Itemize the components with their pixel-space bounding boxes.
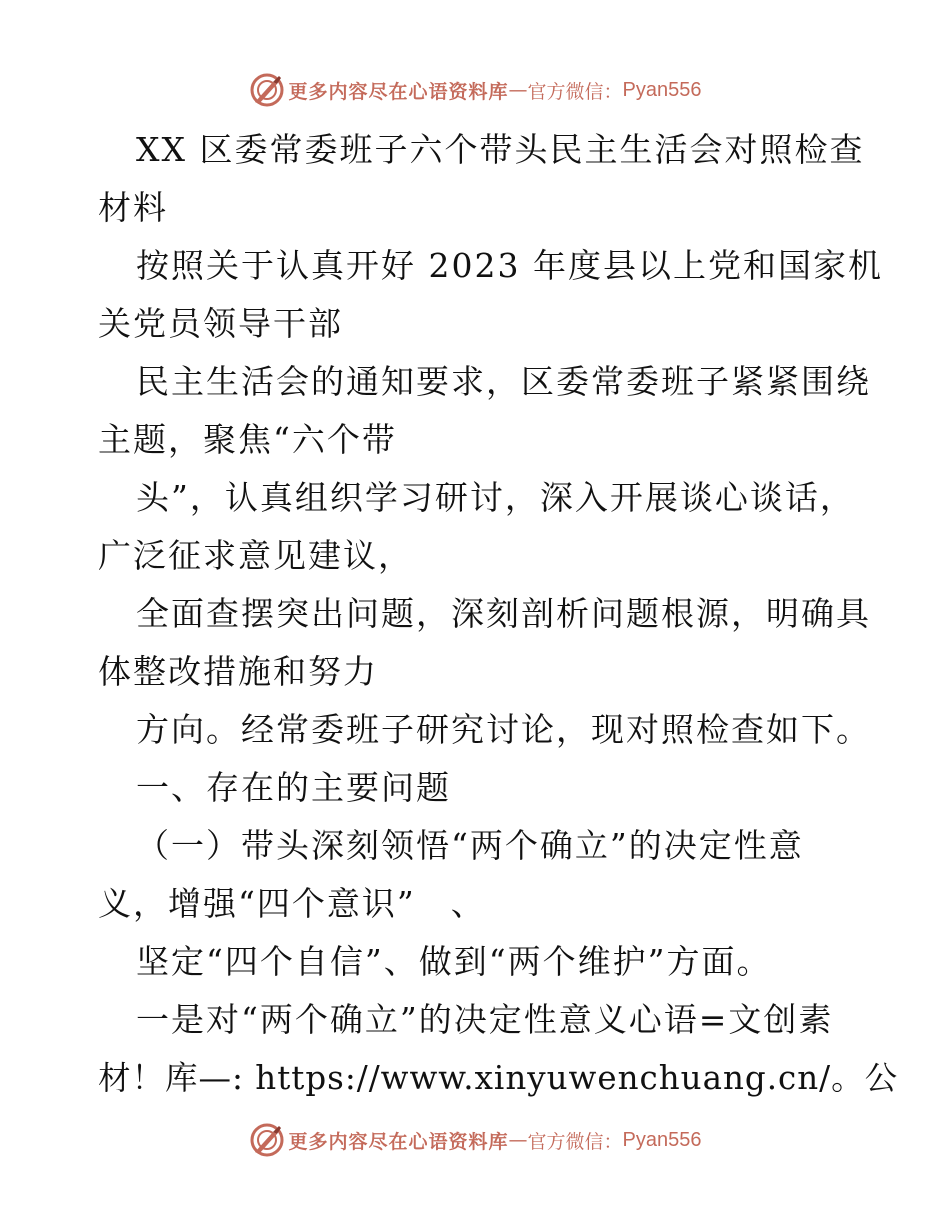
- title-line-1: XX 区委常委班子六个带头民主生活会对照检查: [136, 130, 865, 169]
- header-banner: [0, 70, 950, 110]
- banner-wechat-id: Pyan556: [622, 1128, 702, 1151]
- section-heading: 一、存在的主要问题: [136, 768, 451, 807]
- banner-brand-text: 更多内容尽在心语资料库: [288, 80, 509, 103]
- paragraph-line: 义，增强“四个意识” 、: [98, 884, 486, 923]
- paragraph-line: 坚定“四个自信”、做到“两个维护”方面。: [136, 942, 772, 981]
- paragraph-line: 全面查摆突出问题，深刻剖析问题根源，明确具: [136, 594, 871, 633]
- banner-brand-text: 更多内容尽在心语资料库: [288, 1130, 509, 1153]
- banner-wechat-id: Pyan556: [622, 78, 702, 101]
- banner-separator: —: [508, 1129, 528, 1151]
- paragraph-line: 一是对“两个确立”的决定性意义心语=文创素: [136, 1000, 834, 1039]
- paragraph-line: 关党员领导干部: [98, 304, 343, 343]
- title-line-2: 材料: [98, 188, 168, 227]
- paragraph-line: 广泛征求意见建议，: [98, 536, 413, 575]
- paragraph-line: 体整改措施和努力: [98, 652, 378, 691]
- banner-wechat-label: 官方微信：: [527, 80, 623, 103]
- footer-banner: [0, 1120, 950, 1160]
- subsection-heading: （一）带头深刻领悟“两个确立”的决定性意: [136, 826, 804, 865]
- paragraph-line: 按照关于认真开好 2023 年度县以上党和国家机: [136, 246, 883, 285]
- brand-logo-icon: [249, 1122, 285, 1158]
- paragraph-line: 民主生活会的通知要求，区委常委班子紧紧围绕: [136, 362, 871, 401]
- paragraph-line: 方向。经常委班子研究讨论，现对照检查如下。: [136, 710, 871, 749]
- paragraph-line: 主题，聚焦“六个带: [98, 420, 397, 459]
- banner-wechat-label: 官方微信：: [527, 1130, 623, 1153]
- paragraph-line: 头”，认真组织学习研讨，深入开展谈心谈话，: [136, 478, 855, 517]
- brand-logo-icon: [249, 72, 285, 108]
- paragraph-line: 材！库—: https://www.xinyuwenchuang.cn/。公: [98, 1059, 899, 1097]
- banner-separator: —: [508, 79, 528, 101]
